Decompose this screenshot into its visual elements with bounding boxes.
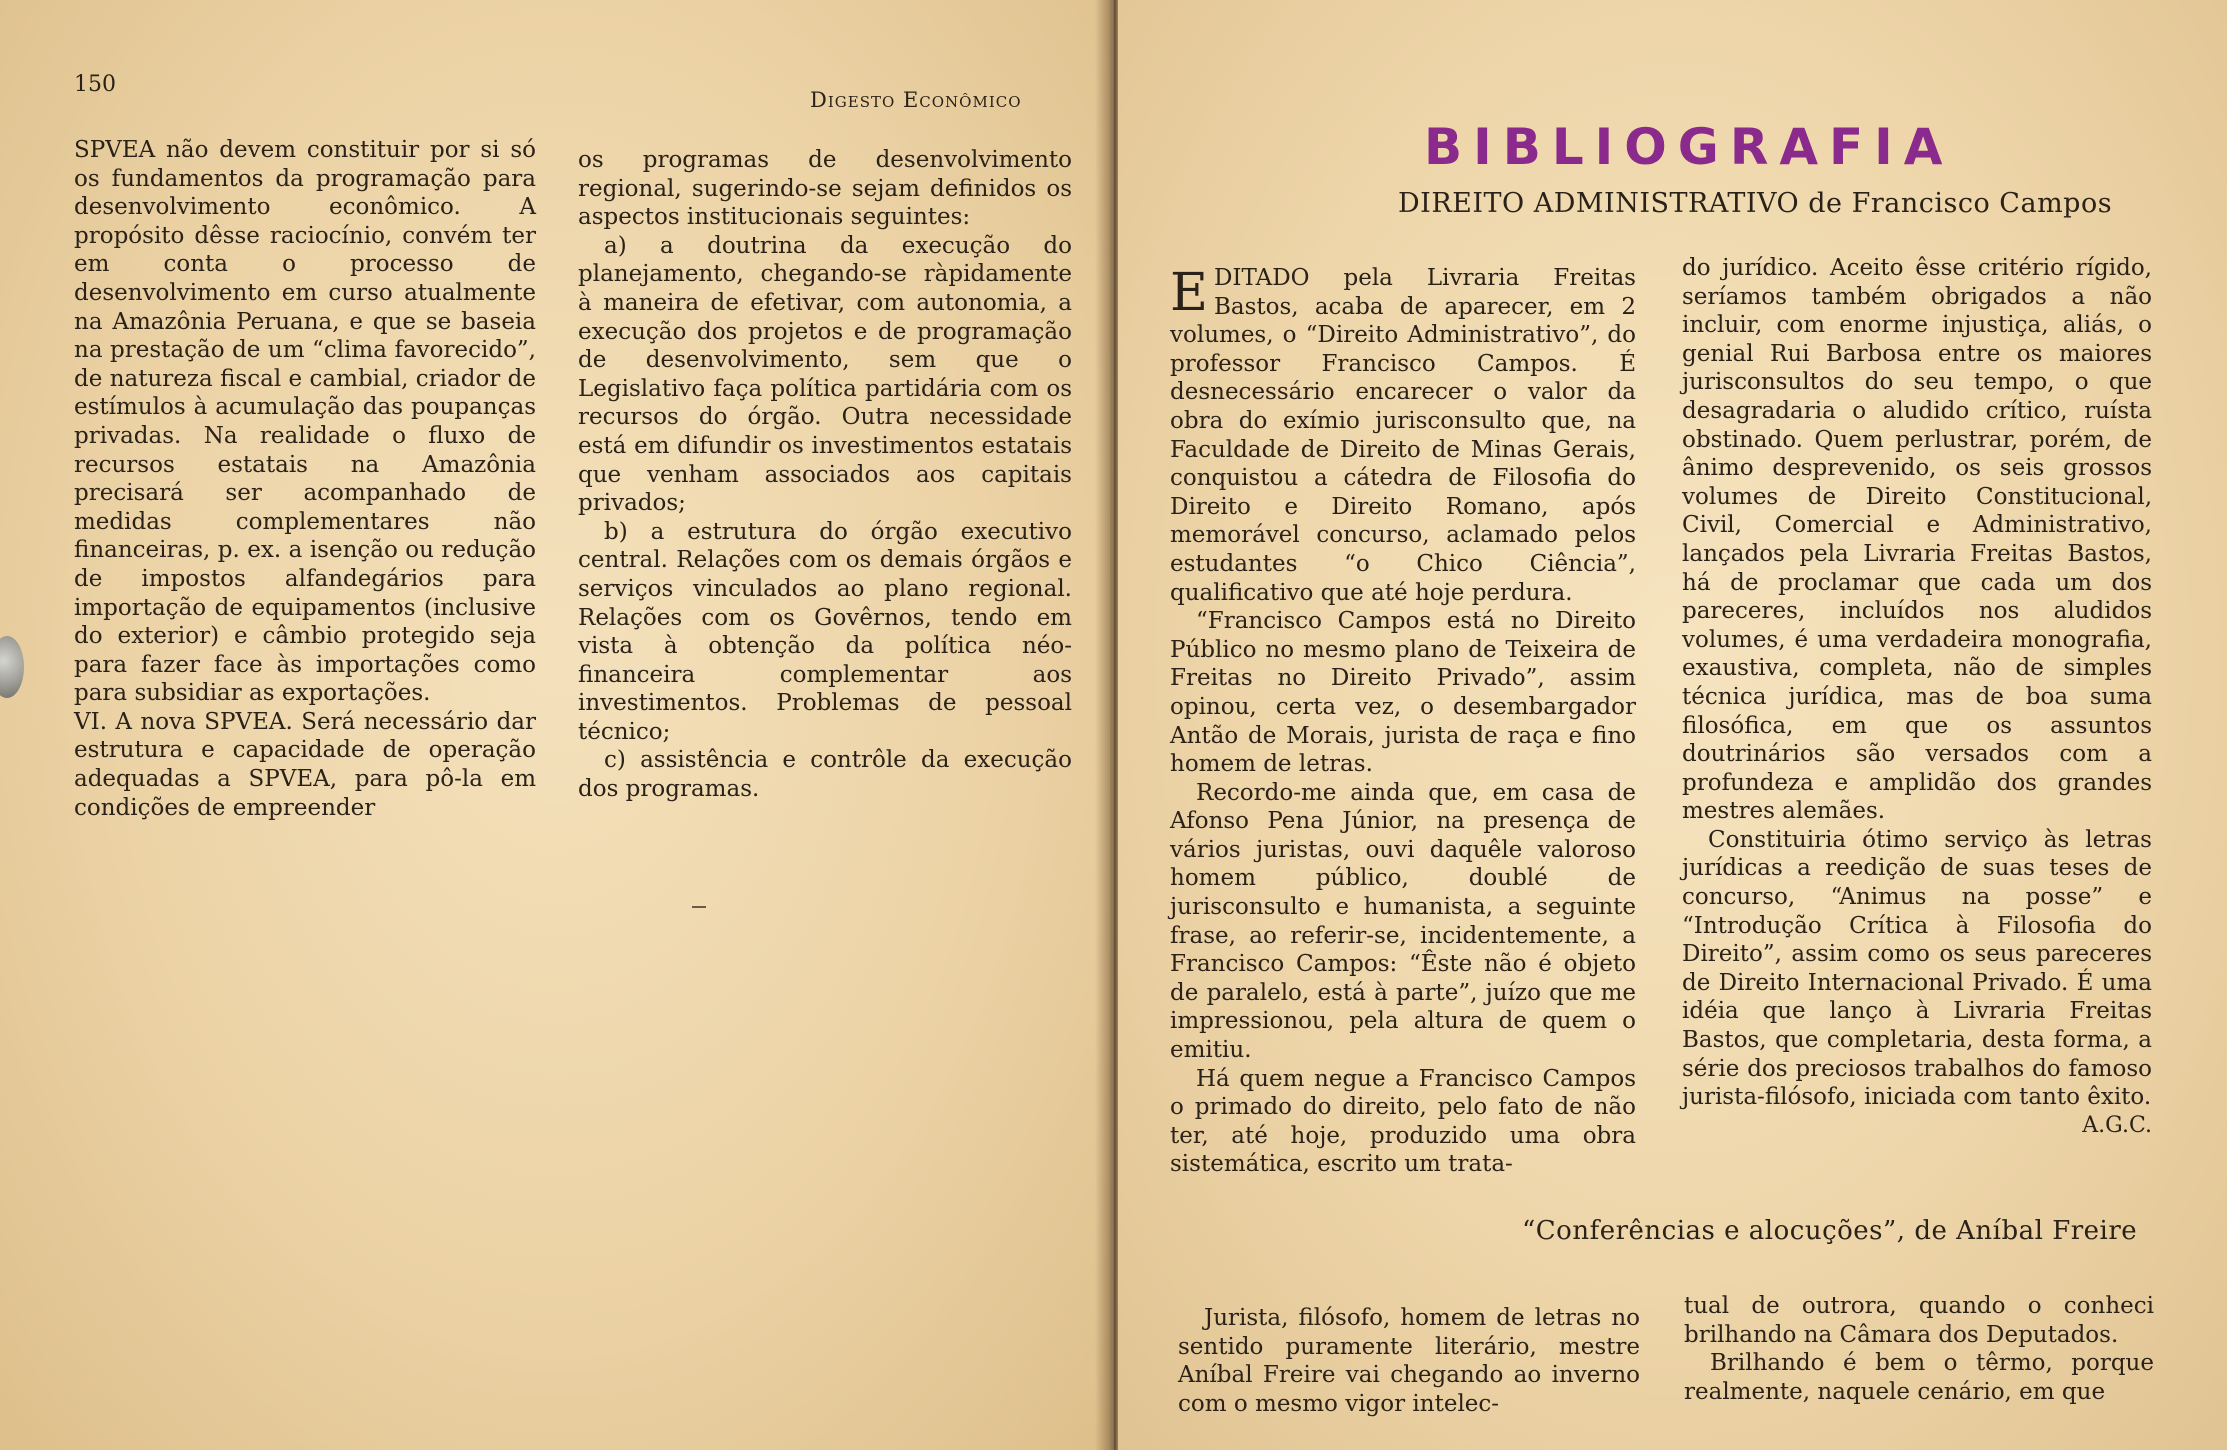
right-page <box>1118 0 2227 1450</box>
paragraph: os programas de desenvolvimento regional, sugerindo-se sejam definidos os aspectos institucionais seguintes: <box>578 147 1072 231</box>
drop-cap: E <box>1170 263 1208 323</box>
separator-mark <box>692 906 706 908</box>
review-2-column-2 <box>1684 1292 2154 1406</box>
running-head: Digesto Econômico <box>810 88 1022 112</box>
left-column-2 <box>578 146 1072 804</box>
paragraph: Recordo-me ainda que, em casa de Afonso Pena Júnior, na presença de vários juristas, ouvi daquêle valoroso homem público, doublé de jurisconsulto e humanista, a seguinte frase, ao referir-se, incidentemente, a Francisco Campos: “Êste não é objeto de paralelo, está à parte”, juízo que me impressionou, pela altura de quem o emitiu. <box>1170 779 1636 1064</box>
review-2-column-1 <box>1178 1304 1640 1418</box>
review-heading: “Conferências e alocuções”, de Aníbal Freire <box>1522 1216 2138 1246</box>
paragraph: SPVEA não devem constituir por si só os fundamentos da programação para desenvolvimento econômico. A propósito dêsse raciocínio, convém ter em conta o processo de desenvolvimento em curso atualmente na Amazônia Peruana, e que se baseia na prestação de um “clima favorecido”, de natureza fiscal e cambial, criador de estímulos à acumulação das poupanças privadas. Na realidade o fluxo de recursos estatais na Amazônia precisará ser acompanhado de medidas complementares não financeiras, p. ex. a isenção ou redução de impostos alfandegários para importação de equipamentos (inclusive do exterior) e câmbio protegido seja para fazer face às importações como para subsidiar as exportações. <box>74 137 536 707</box>
paragraph: b) a estrutura do órgão executivo central. Relações com os demais órgãos e serviços vinculados ao plano regional. Relações com os Govêrnos, tendo em vista à obtenção da política néo-financeira complementar aos investimentos. Problemas de pessoal técnico; <box>578 518 1072 745</box>
left-page <box>0 0 1110 1450</box>
paragraph: Brilhando é bem o têrmo, porque realmente, naquele cenário, em que <box>1684 1350 2154 1405</box>
paragraph: DITADO pela Livraria Freitas Bastos, acaba de aparecer, em 2 volumes, o “Direito Administrativo”, do professor Francisco Campos. É desnecessário encarecer o valor da obra do exímio jurisconsulto que, na Faculdade de Direito de Minas Gerais, conquistou a cátedra de Filosofia do Direito e Direito Romano, após memorável concurso, aclamado pelos estudantes “o Chico Ciência”, qualificativo que até hoje perdura. <box>1170 265 1636 606</box>
paragraph: do jurídico. Aceito êsse critério rígido, seríamos também obrigados a não incluir, com enorme injustiça, aliás, o genial Rui Barbosa entre os maiores jurisconsultos do seu tempo, o que desagradaria o aludido crítico, ruísta obstinado. Quem perlustrar, porém, de ânimo desprevenido, os seis grossos volumes de Direito Constitucional, Civil, Comercial e Administrativo, lançados pela Livraria Freitas Bastos, há de proclamar que cada um dos pareceres, incluídos nos aludidos volumes, é uma verdadeira monografia, exaustiva, completa, não de simples técnica jurídica, mas de boa suma filosófica, em que os assuntos doutrinários são versados com a profundeza e amplidão dos grandes mestres alemães. <box>1682 255 2152 825</box>
paragraph: Jurista, filósofo, homem de letras no sentido puramente literário, mestre Aníbal Freire vai chegando ao inverno com o mesmo vigor intelec- <box>1178 1305 1640 1417</box>
paragraph: VI. A nova SPVEA. Será necessário dar estrutura e capacidade de operação adequadas a SPVEA, para pô-la em condições de empreender <box>74 708 536 821</box>
paragraph: tual de outrora, quando o conheci brilhando na Câmara dos Deputados. <box>1684 1293 2154 1348</box>
paragraph: a) a doutrina da execução do planejamento, chegando-se ràpidamente à maneira de efetivar, com autonomia, a execução dos projetos e de programação de desenvolvimento, sem que o Legislativo faça política partidária com os recursos do órgão. Outra necessidade está em difundir os investimentos estatais que venham associados aos capitais privados; <box>578 232 1072 517</box>
paragraph: c) assistência e contrôle da execução dos programas. <box>578 747 1072 803</box>
review-signature: A.G.C. <box>2082 1112 2152 1138</box>
review-1-column-2 <box>1682 254 2152 1140</box>
review-heading: DIREITO ADMINISTRATIVO de Francisco Campos <box>1398 188 2113 219</box>
paragraph: “Francisco Campos está no Direito Público no mesmo plano de Teixeira de Freitas no Direito Privado”, assim opinou, certa vez, o desembargador Antão de Morais, jurista de raça e fino homem de letras. <box>1170 608 1636 778</box>
review-1-column-1 <box>1170 264 1636 1179</box>
paragraph: Constituiria ótimo serviço às letras jurídicas a reedição de suas teses de concurso, “Animus na posse” e “Introdução Crítica à Filosofia do Direito”, assim como os seus pareceres de Direito Internacional Privado. É uma idéia que lanço à Livraria Freitas Bastos, que completaria, desta forma, a série dos preciosos trabalhos do famoso jurista-filósofo, iniciada com tanto êxito. <box>1682 826 2152 1111</box>
left-column-1 <box>74 136 536 822</box>
section-title: BIBLIOGRAFIA <box>1424 118 1954 176</box>
paragraph: Há quem negue a Francisco Campos o primado do direito, pelo fato de não ter, até hoje, produzido uma obra sistemática, escrito um trata- <box>1170 1065 1636 1178</box>
page-number: 150 <box>74 72 116 97</box>
